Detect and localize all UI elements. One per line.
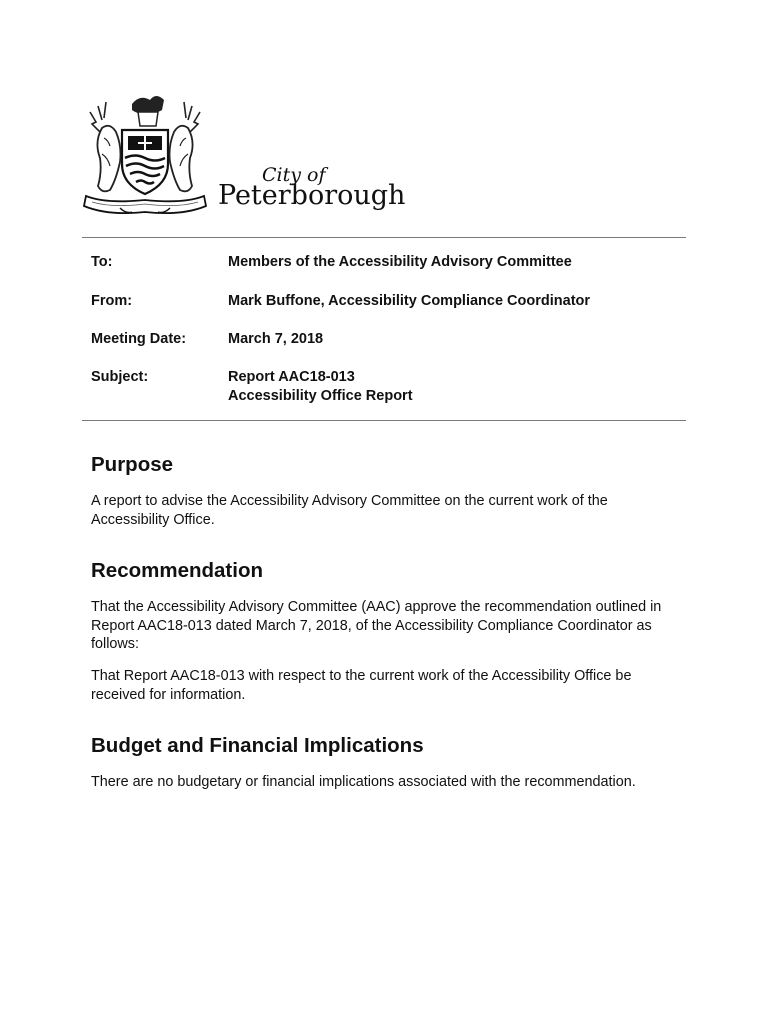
budget-heading: Budget and Financial Implications xyxy=(91,734,424,757)
header-divider-top xyxy=(82,237,686,238)
city-of-text: City of xyxy=(262,164,326,186)
memo-date-label: Meeting Date: xyxy=(91,331,187,347)
memo-subject-line2: Accessibility Office Report xyxy=(228,388,413,404)
memo-subject-line1: Report AAC18-013 xyxy=(228,369,355,385)
recommendation-heading: Recommendation xyxy=(91,559,263,582)
coat-of-arms-icon xyxy=(80,92,210,217)
memo-date-value: March 7, 2018 xyxy=(228,331,324,347)
purpose-heading: Purpose xyxy=(91,453,174,476)
recommendation-text-2: That Report AAC18-013 with respect to the current work of the Accessibility Office be received for information. xyxy=(91,668,632,703)
recommendation-text-1: That the Accessibility Advisory Committee (AAC) approve the recommendation outlined in Report AAC18-013 dated March 7, 2018, of the Accessibility Compliance Coordinator as follows: xyxy=(91,599,662,652)
city-logo xyxy=(80,92,406,220)
memo-from-label: From: xyxy=(91,293,133,309)
memo-from-value: Mark Buffone, Accessibility Compliance Coordinator xyxy=(228,293,591,309)
memo-to-value: Members of the Accessibility Advisory Committee xyxy=(228,254,572,270)
memo-subject-label: Subject: xyxy=(91,369,149,385)
city-name-text: Peterborough xyxy=(218,180,406,211)
memo-to-label: To: xyxy=(91,254,113,270)
header-divider-bottom xyxy=(82,420,686,421)
purpose-text: A report to advise the Accessibility Advisory Committee on the current work of the Accessibility Office. xyxy=(91,493,608,528)
budget-text: There are no budgetary or financial implications associated with the recommendation. xyxy=(91,774,636,790)
